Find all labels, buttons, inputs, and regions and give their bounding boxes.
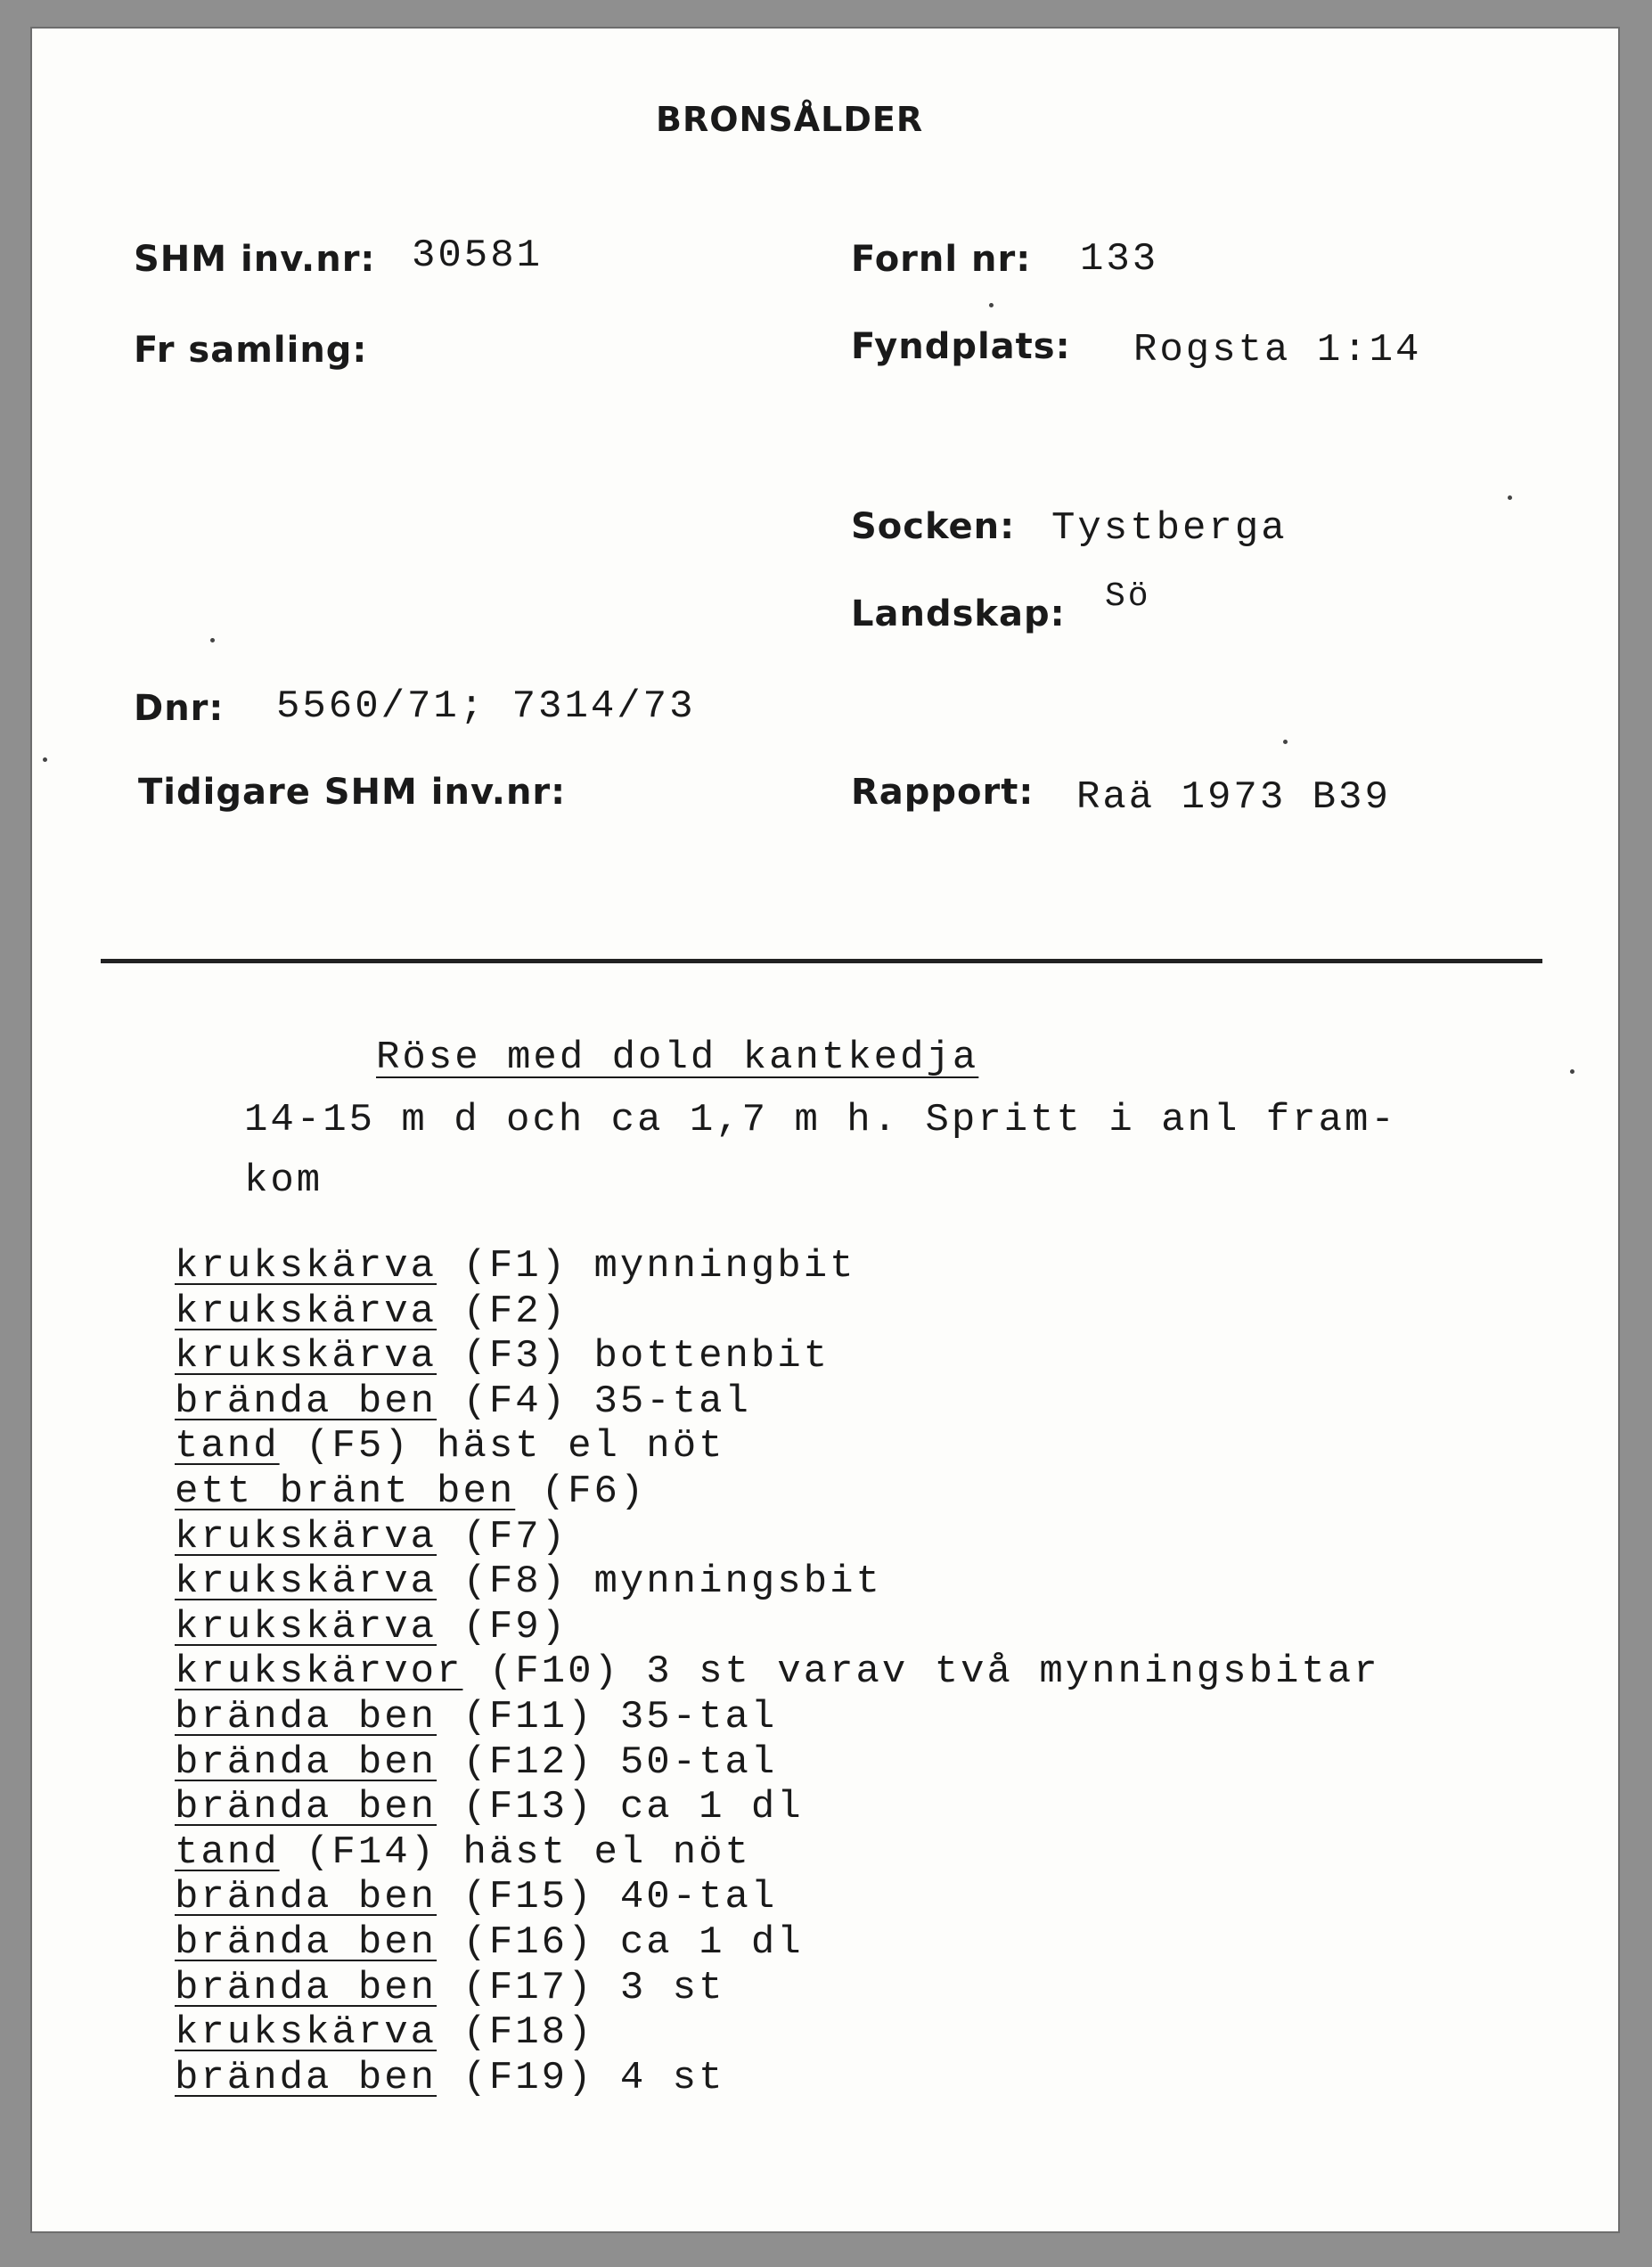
find-item-name: krukskärva [175,2010,438,2056]
find-item-detail: (F17) 3 st [437,1965,725,2010]
find-list [175,1244,1380,2100]
find-item-name: ett bränt ben [175,1469,516,1514]
find-item-detail: (F13) ca 1 dl [437,1785,804,1830]
find-item-detail: (F10) 3 st varav två mynningsbitar [462,1649,1380,1695]
find-item [175,1289,1380,1335]
find-item-name: brända ben [175,1919,438,1965]
speck [1570,1069,1574,1074]
find-item-name: krukskärva [175,1244,438,1289]
find-item-name: krukskärva [175,1604,438,1649]
divider [101,959,1542,963]
find-item [175,1920,1380,1966]
fyndplats-label: Fyndplats: [851,326,1071,367]
find-item-detail: (F1) mynningbit [437,1244,856,1289]
rapport-label: Rapport: [851,772,1035,813]
find-item-name: tand [175,1829,280,1875]
find-item [175,1334,1380,1379]
find-item-detail: (F12) 50-tal [437,1739,778,1785]
find-item [175,1559,1380,1605]
find-item [175,1875,1380,1920]
speck [210,638,215,642]
speck [1508,495,1512,500]
find-item-detail: (F18) [437,2010,594,2056]
find-item-detail: (F16) ca 1 dl [437,1919,804,1965]
find-item [175,2010,1380,2056]
find-item-detail: (F4) 35-tal [437,1379,751,1424]
socken-value: Tystberga [1051,506,1288,551]
find-item [175,1649,1380,1695]
speck [1283,740,1288,744]
find-item [175,1515,1380,1560]
find-item-name: brända ben [175,2055,438,2100]
find-item-detail: (F11) 35-tal [437,1694,778,1739]
socken-label: Socken: [851,506,1016,547]
find-item [175,1695,1380,1740]
find-item-name: brända ben [175,1785,438,1830]
fornl-label: Fornl nr: [851,239,1032,280]
find-item-name: krukskärva [175,1514,438,1559]
speck [43,757,47,762]
landskap-value: Sö [1105,577,1151,616]
find-item [175,1966,1380,2011]
find-item [175,1379,1380,1425]
find-item-name: krukskärvor [175,1649,463,1695]
fr-samling-label: Fr samling: [134,330,368,371]
shm-inv-label: SHM inv.nr: [134,239,376,280]
find-item [175,1469,1380,1515]
rapport-value: Raä 1973 B39 [1076,775,1391,820]
fyndplats-value: Rogsta 1:14 [1133,328,1422,372]
dnr-label: Dnr: [134,688,225,729]
find-item-name: brända ben [175,1965,438,2010]
find-item-detail: (F8) mynningsbit [437,1559,882,1605]
find-item-detail: (F14) häst el nöt [279,1829,751,1875]
find-item-detail: (F6) [515,1469,647,1514]
find-item [175,1244,1380,1289]
find-item-detail: (F7) [437,1514,568,1559]
find-item-name: brända ben [175,1875,438,1920]
find-item [175,1740,1380,1786]
find-item-name: krukskärva [175,1559,438,1605]
shm-inv-value: 30581 [412,233,544,278]
find-item-name: brända ben [175,1694,438,1739]
fornl-value: 133 [1080,237,1159,282]
find-item-name: tand [175,1424,280,1469]
find-item-name: krukskärva [175,1289,438,1334]
find-item-name: brända ben [175,1379,438,1424]
description-line-1: 14-15 m d och ca 1,7 m h. Spritt i anl fram- [244,1098,1397,1142]
find-item [175,2056,1380,2101]
find-item [175,1424,1380,1469]
find-item-name: krukskärva [175,1334,438,1379]
description-heading: Röse med dold kantkedja [376,1035,979,1080]
find-item-name: brända ben [175,1739,438,1785]
find-item-detail: (F15) 40-tal [437,1875,778,1920]
find-item [175,1785,1380,1830]
find-item [175,1830,1380,1876]
description-line-2: kom [244,1158,323,1203]
find-item-detail: (F5) häst el nöt [279,1424,725,1469]
page-title: BRONSÅLDER [656,100,924,139]
find-item-detail: (F19) 4 st [437,2055,725,2100]
landskap-label: Landskap: [851,593,1066,634]
find-item-detail: (F3) bottenbit [437,1334,830,1379]
find-item-detail: (F2) [437,1289,568,1334]
find-item [175,1605,1380,1650]
speck [989,303,994,307]
dnr-value: 5560/71; 7314/73 [276,684,696,729]
tidigare-shm-label: Tidigare SHM inv.nr: [138,772,567,813]
find-item-detail: (F9) [437,1604,568,1649]
